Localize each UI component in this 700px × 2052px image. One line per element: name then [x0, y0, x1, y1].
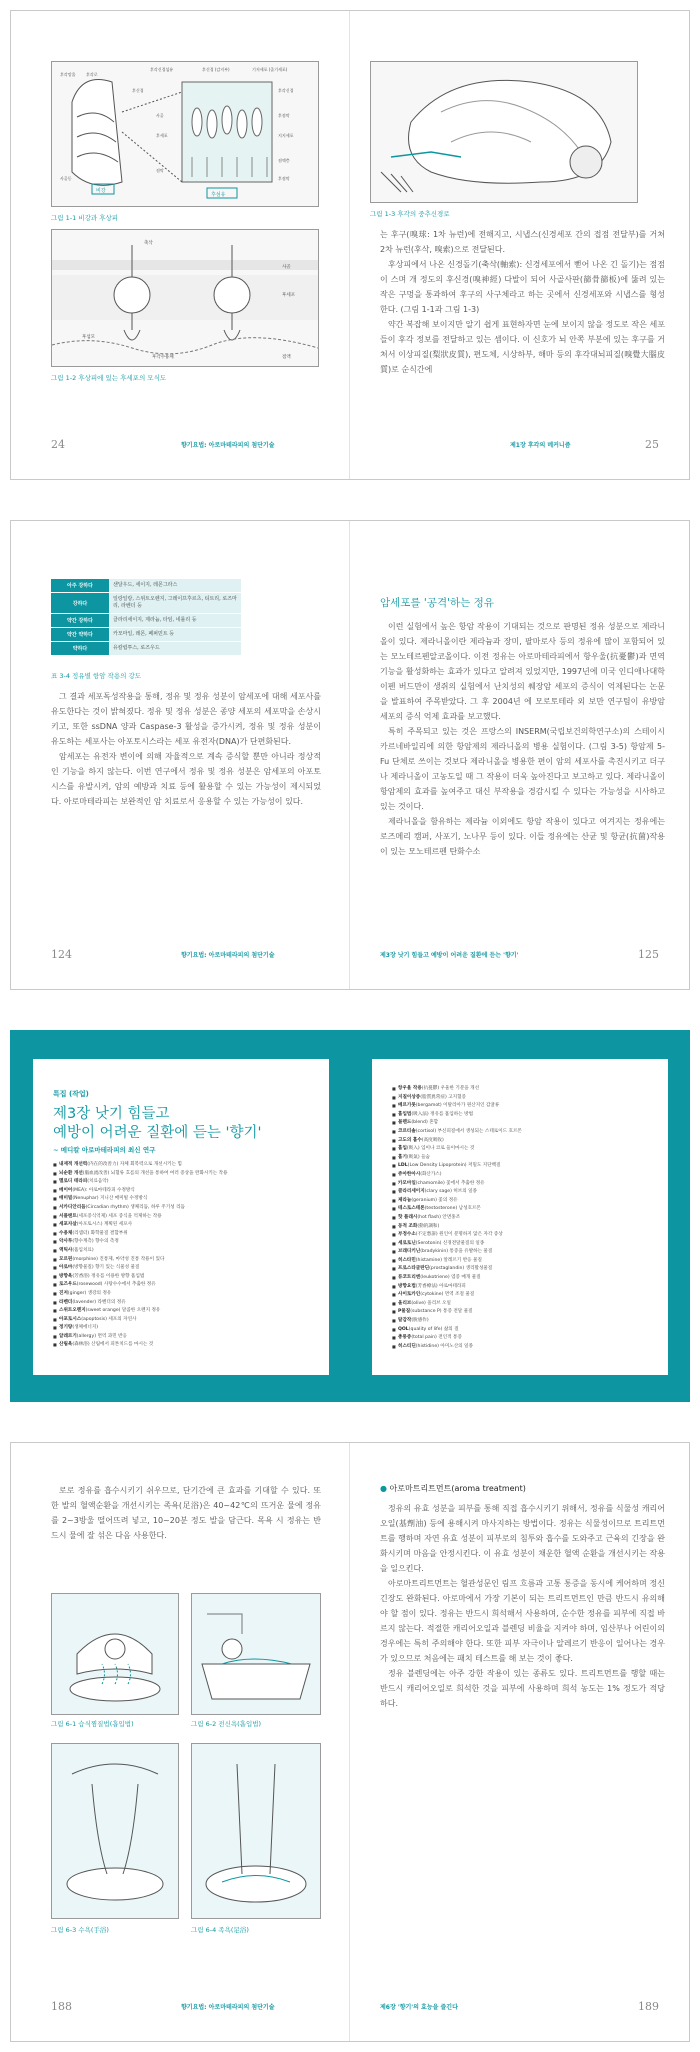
glossary-item — [392, 1343, 654, 1352]
body-text — [380, 1501, 665, 1711]
fig1-label: 기저세포 (줄기세포) — [252, 67, 288, 72]
paragraph: 암세포는 유전자 변이에 의해 자율적으로 계속 증식할 뿐만 아니라 정상적인 기능을 하지 않는다. 이번 연구에서 정유 및 정유 성분은 암세포의 아포토시스를 유발시켜, 암의 예방과 치료 등에 활용할 수 있는 가능성이 제시되었다. 아로마테라피는 보완적인 암 치료로서 응용할 수 있는 가능성이 있다. — [51, 752, 321, 806]
running-header — [181, 2002, 275, 2011]
glossary-term: 방향요법 — [398, 1283, 416, 1289]
glossary-item — [53, 1170, 315, 1179]
glossary-term: 테스토스테론 — [398, 1206, 425, 1212]
hand-bath-illustration — [52, 1744, 178, 1918]
fig1-label: 지지세포 — [278, 133, 294, 138]
glossary-term: 로즈우드 — [59, 1282, 77, 1288]
glossary-definition: (不定愁訴) 원인이 분명하지 않은 자각 증상 — [415, 1232, 503, 1238]
glossary-definition: (morphine) 진통제, 마약성 진통 작용이 있다 — [72, 1256, 165, 1262]
glossary-item — [392, 1128, 654, 1137]
paragraph: 는 후구(嗅球: 1차 뉴런)에 전해지고, 시냅스(신경세포 간의 접점 전달부)를 거쳐 2차 뉴런(후삭, 嗅索)으로 전달된다. — [380, 230, 665, 254]
paragraph: 아로마트리트먼트는 혈관성문인 림프 흐름과 고통 통증을 동시에 케어하며 정신 긴장도 완화된다. 아로마에서 가장 기본이 되는 트리트먼트인 만큼 반드시 유의해야 할 점이 있다. 정유는 반드시 희석해서 사용하며, 순수한 정유를 피부에 직접 바르지 않는다. 적절한 캐리어오일과 블렌딩 비율을 지켜야 하며, 임산부나 어린이의 경우에는 특히 주의해야 한다. 또한 피부 자극이나 알레르기 반응이 일어나는 경우가 있으므로 처음에는 패치 테스트를 해 보는 것이 좋다. — [380, 1579, 665, 1663]
body-text — [380, 619, 665, 859]
glossary-term: 카모마일 — [398, 1180, 416, 1186]
glossary-card — [372, 1059, 668, 1375]
glossary-term: 서플랜트 — [59, 1213, 77, 1219]
glossary-definition: (quality of life) 삶의 질 — [408, 1326, 459, 1332]
glossary-item — [392, 1188, 654, 1197]
glossary-item — [392, 1326, 654, 1335]
glossary-term: 아로마 — [59, 1265, 73, 1271]
paragraph: 이런 실험에서 높은 항암 작용이 기대되는 것으로 판명된 정유 성분으로 제라니올이 있다. 제라니올이란 제라늄과 장미, 팔마로사 등의 정유에 많이 포함되어 있는 모노테르펜알코올이다. 이전 정유는 아로마테라피에서 항우울(抗憂鬱)과 면역 기능을 활성화하는 효과가 있다고 알려져 있었지만, 1997년에 미국 인디애나대학 이펜 버드만이 생쥐의 실험에서 난치성의 췌장암 세포의 증식이 억제된다는 논문을 발표하여 주목받았다. 그 후 2004년 에 모로토테라 외 보만 연구팀이 유방암 세포의 증식 억제 효과를 보고했다. — [380, 622, 665, 721]
glossary-definition: (치료음악) — [87, 1179, 109, 1185]
page-25 — [350, 11, 689, 479]
steam-inhalation-illustration — [52, 1594, 178, 1714]
running-header-text: 향기요법: 아로마테라피의 첨단기술 — [181, 2004, 275, 2011]
glossary-definition: (MEA): 아로마테라피 수정방식 — [72, 1187, 135, 1193]
glossary-term: 핫 플래시 — [398, 1214, 418, 1220]
glossary-definition: (腦血流改善) 뇌혈류 흐름의 개선을 통하여 여러 증상을 완화시키는 작용 — [82, 1170, 228, 1176]
glossary-item — [392, 1283, 654, 1292]
fig1-label: 후각신경섬유 — [150, 67, 174, 72]
glossary-item — [392, 1248, 654, 1257]
fig1-label: 후신경 — [132, 88, 144, 93]
glossary-term: 부정수소 — [398, 1232, 416, 1238]
bullet-icon: ● — [380, 1484, 387, 1493]
fig1-label: 후각신경 — [278, 88, 294, 93]
glossary-definition: (ginger) 생강의 정유 — [67, 1290, 112, 1296]
glossary-definition: (芳香浴) 정유를 이용한 방향 흡입법 — [72, 1273, 145, 1279]
page-number: 189 — [638, 2000, 659, 2013]
glossary-item — [53, 1178, 315, 1187]
running-header — [181, 950, 275, 959]
glossary-term: QOL — [398, 1326, 409, 1332]
table-head-cell: 약간 강하다 — [51, 614, 109, 628]
fig2-label: 후각수용체 — [152, 355, 174, 360]
table-cell: 일랑일랑, 스위트오렌지, 그레이프후르츠, 티트리, 로즈마리, 라벤더 등 — [109, 593, 241, 614]
glossary-item — [392, 1197, 654, 1206]
running-header-text: 제6장 '향기'의 효능을 즐긴다 — [380, 2004, 458, 2011]
glossary-item — [392, 1111, 654, 1120]
glossary-term: 산림욕 — [59, 1342, 73, 1348]
glossary-definition: (chamomile) 꽃에서 추출한 정유 — [415, 1180, 485, 1186]
fig1-label: 점액층 — [278, 158, 290, 163]
page-number: 188 — [51, 2000, 72, 2013]
paragraph: 제라니올을 함유하는 제라늄 이외에도 항암 작용이 있다고 여겨지는 정유에는 로즈메리 캠퍼, 사포기, 노나무 등이 있다. 이들 정유에는 산균 및 항균(抗菌)작용이 있는 모노테르펜 탄화수소 — [380, 817, 665, 856]
glossary-item — [53, 1333, 315, 1342]
glossary-definition: (sweet orange) 달콤한 오렌지 정유 — [85, 1308, 161, 1314]
glossary-item — [392, 1085, 654, 1094]
glossary-definition: (lavender) 라벤더의 정유 — [72, 1299, 126, 1305]
glossary-list — [392, 1085, 654, 1351]
glossary-term: 메이어 — [59, 1187, 73, 1193]
glossary-item — [392, 1154, 654, 1163]
glossary-item — [53, 1230, 315, 1239]
glossary-definition: (histidine) 아미노산의 일종 — [415, 1343, 473, 1349]
glossary-term: 아포토시스 — [59, 1316, 82, 1322]
glossary-term: 뇌순환 개선 — [59, 1170, 83, 1176]
running-header — [181, 440, 275, 449]
illustration-full-bath — [191, 1593, 321, 1715]
page-124 — [11, 521, 350, 989]
glossary-term: 쥬아한아시 — [398, 1171, 421, 1177]
chapter-title-line: 제3장 낫기 힘들고 — [53, 1106, 170, 1122]
glossary-item — [392, 1171, 654, 1180]
paragraph: 후상피에서 나온 신경돌기(축삭(軸索): 신경세포에서 뻗어 나온 긴 돌기)는 점점이 스며 개 정도의 후신경(嗅神經) 다발이 되어 사골사판(篩骨篩板)에 뚫려 있는 작은 구멍을 통과하여 후구의 사구체라고 하는 곳에서 신경세포와 시냅스를 형성한다. (그림 1-1과 그림 1-3) — [380, 260, 665, 314]
glossary-item — [392, 1308, 654, 1317]
glossary-item — [392, 1240, 654, 1249]
glossary-term: 흡기 — [398, 1154, 407, 1160]
glossary-term: 세포자살 — [59, 1222, 77, 1228]
glossary-term: 흡입법 — [398, 1111, 412, 1117]
body-text — [380, 227, 665, 377]
glossary-item — [53, 1161, 315, 1170]
glossary-term: 진저 — [59, 1290, 68, 1296]
fig1-label: 후각망울 — [60, 72, 76, 77]
fig1-sublabel: 비강 — [96, 188, 106, 194]
chapter-subtitle: ~ 메디칼 아로마테라피의 최신 연구 — [53, 1146, 156, 1154]
glossary-term: 세로토닌 — [398, 1240, 416, 1246]
glossary-item — [392, 1145, 654, 1154]
illustration-caption: 그림 6-4 족욕(足浴) — [191, 1926, 249, 1934]
running-header-text: 제3장 낫기 힘들고 예방이 어려운 질환에 듣는 '향기' — [380, 952, 519, 959]
subsection-title — [380, 1483, 526, 1494]
glossary-term: 악사투 — [59, 1239, 73, 1245]
table-row — [51, 642, 241, 656]
glossary-definition: (抗憂鬱) 우울한 기분을 개선 — [421, 1086, 480, 1091]
glossary-term: LDL — [398, 1163, 408, 1169]
glossary-definition: (Circadian rhythm) 생체리듬, 하루 주기성 리듬 — [85, 1204, 185, 1210]
glossary-item — [53, 1307, 315, 1316]
glossary-term: 스위트오렌지 — [59, 1308, 86, 1314]
glossary-item — [53, 1187, 315, 1196]
glossary-term: 제라늄 — [398, 1197, 412, 1203]
glossary-term: 류코트리엔 — [398, 1275, 421, 1281]
figure-nasal-cavity — [51, 61, 319, 207]
glossary-definition: (blend) 혼합 — [411, 1120, 439, 1126]
foot-bath-illustration — [192, 1744, 320, 1918]
section-title: 암세포를 '공격'하는 정유 — [380, 597, 494, 609]
glossary-term: P물질 — [398, 1309, 411, 1315]
glossary-item — [392, 1274, 654, 1283]
running-header-text: 향기요법: 아로마테라피의 첨단기술 — [181, 442, 275, 449]
paragraph: 정유의 유효 성분을 피부를 통해 직접 흡수시키기 위해서, 정유를 식물성 캐리어오일(基劑油) 등에 용해시켜 마사지하는 방법이다. 정유는 식물성이므로 트리트먼트를 행하며 자연 유효 성분이 피부로의 침투와 흡수를 도와주고 근육의 긴장을 완화시키며 마음을 안정시킨다. 이 유효 성분이 채운한 혈액 순환을 개선시키는 작용을 일으킨다. — [380, 1504, 665, 1573]
glossary-term: 사이토카인 — [398, 1292, 421, 1298]
glossary-item — [392, 1291, 654, 1300]
figure-brain-pathway — [370, 61, 638, 203]
olfactory-cell-illustration — [52, 230, 318, 366]
paragraph: 그 결과 세포독성작용을 통해, 정유 및 정유 성분이 암세포에 대해 세포사를 유도한다는 것이 밝혀졌다. 정유 및 정유 성분은 종양 세포의 세포막을 손상시키고, 또한 ssDNA 양과 Caspase-3 활성을 증가시켜, 정유 및 정유 성분이 유도하는 세포사는 아포토시스라는 세포 유전자(DNA)가 단편화된다. — [51, 692, 321, 746]
glossary-term: 탈감작 — [398, 1318, 412, 1324]
spread-4 — [10, 1442, 690, 2042]
nasal-cavity-illustration — [52, 62, 318, 206]
table-row — [51, 628, 241, 642]
page-number: 125 — [638, 948, 659, 961]
table-head-cell: 약간 약하다 — [51, 628, 109, 642]
glossary-definition: (Nenuphar) 지니산 매미빌 수정방식 — [72, 1196, 148, 1202]
fig2-label: 후섬모 — [82, 335, 96, 340]
paragraph: 정유 블렌딩에는 아주 강한 작용이 있는 종류도 있다. 트리트먼트를 행할 때는 반드시 캐리어오일로 희석한 것을 피부에 사용하며 희석 농도는 1% 정도가 적당하다. — [380, 1669, 665, 1708]
table-cell: 샌달우드, 세이지, 레몬그라스 — [109, 579, 241, 593]
glossary-term: 프로스타글란딘 — [398, 1266, 430, 1272]
page-number: 124 — [51, 948, 72, 961]
glossary-item — [53, 1247, 315, 1256]
glossary-item — [53, 1264, 315, 1273]
figure-caption: 그림 1-2 후상피에 있는 후세포의 모식도 — [51, 374, 167, 382]
glossary-item — [53, 1341, 315, 1350]
glossary-definition: (geranium) 꽃의 정유 — [411, 1197, 458, 1203]
glossary-term: 동적 조화 — [398, 1223, 418, 1229]
page-188 — [11, 1443, 350, 2041]
figure-caption: 그림 1-3 후각의 중추신경로 — [370, 210, 450, 218]
table-cell: 카모마일, 레몬, 페퍼민트 등 — [109, 628, 241, 642]
glossary-item — [392, 1231, 654, 1240]
illustration-steam-inhalation — [51, 1593, 179, 1715]
glossary-list — [53, 1161, 315, 1350]
page-number: 24 — [51, 438, 65, 451]
glossary-definition: (testosterone) 남성호르몬 — [424, 1206, 481, 1212]
glossary-item — [392, 1223, 654, 1232]
page-glossary-right — [350, 1031, 689, 1401]
fig2-label: 점액 — [282, 355, 291, 360]
figure-olfactory-cell — [51, 229, 319, 367]
table-cell: 유칼립투스, 로즈우드 — [109, 642, 241, 656]
glossary-term: 방향욕 — [59, 1273, 73, 1279]
fig1-label: 후세포 — [156, 133, 168, 138]
glossary-item — [53, 1238, 315, 1247]
paragraph: 약간 복잡해 보이지만 알기 쉽게 표현하자면 눈에 보이지 않을 정도로 작은 세포들이 후각 정보를 전달하고 있는 셈이다. 이 신호가 뇌 안쪽 부분에 있는 후구를 거쳐서 이상피질(梨狀皮質), 편도체, 시상하부, 해마 등의 후각대뇌피질(嗅覺大腦皮質)로 순식간에 — [380, 320, 665, 374]
glossary-definition: (방향물질) 향기 있는 식물성 물질 — [72, 1265, 140, 1271]
running-header-text: 향기요법: 아로마테라피의 첨단기술 — [181, 952, 275, 959]
glossary-definition: (clary sage) 허브의 일종 — [424, 1189, 477, 1195]
table-head-cell: 강하다 — [51, 593, 109, 614]
glossary-term: 항우울 작용 — [398, 1086, 422, 1091]
fig1-label: 점막 — [156, 168, 164, 173]
glossary-definition: (森林浴) 산림에서 피톤치드를 마시는 것 — [72, 1342, 154, 1348]
glossary-definition: (rosewood) 사탕수수에서 추출한 정유 — [76, 1282, 156, 1288]
page-glossary-left — [11, 1031, 350, 1401]
glossary-term: 클라리세이지 — [398, 1189, 425, 1195]
body-text — [51, 689, 321, 809]
glossary-definition: (吸入) 입이나 코로 들이마시는 것 — [406, 1146, 475, 1152]
chapter-tag: 특집 (작업) — [53, 1090, 89, 1098]
glossary-term: 베르가못 — [398, 1103, 416, 1109]
glossary-item — [53, 1299, 315, 1308]
glossary-definition: (cortisol) 부신피질에서 생성되는 스테로이드 호르몬 — [415, 1128, 522, 1134]
glossary-definition: (吸氣) 들숨 — [406, 1154, 430, 1160]
chapter-title-line: 예방이 어려운 질환에 듣는 '향기' — [53, 1125, 262, 1141]
glossary-item — [392, 1119, 654, 1128]
brain-pathway-illustration — [371, 62, 637, 202]
illustration-foot-bath — [191, 1743, 321, 1919]
fig2-label: 사골 — [282, 265, 291, 270]
glossary-term: 총통증 — [398, 1335, 412, 1341]
glossary-definition: (cytokine) 면역 조절 물질 — [420, 1292, 475, 1298]
fig1-label: 사골 — [156, 113, 164, 118]
body-text — [51, 1483, 321, 1543]
glossary-definition: (内在的改善力) 자체 회복력으로 개선시키는 힘 — [87, 1162, 182, 1167]
fig1-label: 후각로 — [86, 72, 98, 77]
glossary-definition: (hot flash) 안면홍조 — [417, 1214, 461, 1220]
illustration-hand-bath — [51, 1743, 179, 1919]
table-caption: 표 3-4 정유별 항암 작용의 강도 — [51, 672, 142, 680]
glossary-definition: (高度吸收) — [421, 1137, 444, 1143]
glossary-definition: (bradykinin) 통증을 유발하는 물질 — [420, 1249, 493, 1255]
illustration-caption: 그림 6-2 전신욕(흡입법) — [191, 1720, 262, 1728]
illustration-caption: 그림 6-3 수욕(手浴) — [51, 1926, 109, 1934]
table-row — [51, 593, 241, 614]
glossary-definition: (substance P) 통증 전달 물질 — [410, 1309, 473, 1315]
fig2-label: 축삭 — [144, 241, 153, 246]
running-header — [510, 440, 571, 449]
spread-3 — [10, 1030, 690, 1402]
glossary-term: 흡입 — [398, 1146, 407, 1152]
glossary-definition: (화산가스) — [420, 1171, 442, 1177]
table-cell: 클라리세이지, 제라늄, 타임, 네롤리 등 — [109, 614, 241, 628]
illustration-caption: 그림 6-1 습식찜질법(흡입법) — [51, 1720, 134, 1728]
running-header — [380, 950, 518, 959]
glossary-definition: (bergamot) 이탈리아가 원산지인 감귤류 — [415, 1103, 500, 1109]
glossary-term: 지질이상증 — [398, 1094, 421, 1100]
glossary-definition: (향수계측) 향수의 측정 — [72, 1239, 119, 1245]
fig1-sublabel: 후섬유 — [211, 192, 226, 198]
glossary-item — [392, 1214, 654, 1223]
glossary-item — [392, 1180, 654, 1189]
glossary-definition: (Serotonin) 신경전달물질의 일종 — [415, 1240, 485, 1246]
glossary-item — [392, 1265, 654, 1274]
glossary-term: 수용체 — [59, 1230, 73, 1236]
glossary-term: 멜로디 테라피 — [59, 1179, 88, 1185]
glossary-definition: (histamine) 알레르기 반응 물질 — [415, 1257, 482, 1263]
spread-2 — [10, 520, 690, 990]
glossary-term: 알레르기 — [59, 1333, 77, 1339]
glossary-item — [392, 1334, 654, 1343]
glossary-item — [53, 1195, 315, 1204]
full-bath-illustration — [192, 1594, 320, 1714]
glossary-term: 내재적 개선력 — [59, 1162, 88, 1167]
paragraph: 특히 주목되고 있는 것은 프랑스의 INSERM(국립보건의학연구소)의 스테이시 카르네바일리에 의한 항암제의 제라니올의 병용 실험이다. (그림 3-5) 항암제 5-Fu 단체로 쓰이는 것보다 제라니올을 병용한 편이 암의 세포사를 촉진시키고 더구나 제라니올이 고농도일 때 그 작용이 더욱 높아진다고 보고하고 있다. 제라니올이 항암제의 효과를 높여주고 대신 부작용을 경감시킬 수 있다는 가능성을 시사하고 있는 것이다. — [380, 727, 665, 811]
chapter-title — [53, 1105, 313, 1143]
glossary-item — [392, 1317, 654, 1326]
glossary-item — [53, 1213, 315, 1222]
glossary-definition: (allergy) 면역 과민 반응 — [76, 1333, 127, 1339]
glossary-definition: (olive) 올리브 오일 — [411, 1300, 451, 1306]
glossary-definition: (脂質異常症) 고지혈증 — [420, 1094, 466, 1100]
glossary-definition: (Low Density Lipoprotein) 저밀도 지단백질 — [407, 1163, 501, 1169]
spread-1 — [10, 10, 690, 480]
glossary-definition: (total pain) 전인적 통증 — [411, 1335, 462, 1341]
glossary-item — [53, 1316, 315, 1325]
glossary-term: 히스티딘 — [398, 1343, 416, 1349]
table-head-cell: 약하다 — [51, 642, 109, 656]
glossary-definition: (아포토시스) 계획된 세포사 — [76, 1222, 133, 1228]
fig2-label: 후세포 — [282, 293, 296, 298]
page-number: 25 — [645, 438, 659, 451]
fig1-label: 사골동 — [60, 176, 72, 181]
glossary-item — [53, 1221, 315, 1230]
running-header — [380, 2002, 458, 2011]
glossary-item — [392, 1162, 654, 1171]
paragraph: 로로 정유를 흡수시키기 쉬우므로, 단기간에 큰 효과를 기대할 수 있다. 또한 발의 혈액순환을 개선시키는 족욕(足浴)은 40~42℃의 뜨거운 물에 정유를 2~3방울 떨어뜨려 넣고, 10~20분 정도 발을 담근다. 목욕 시 정유는 반드시 물에 잘 섞은 다음 사용한다. — [51, 1486, 321, 1540]
glossary-term: 코르티솔 — [398, 1128, 416, 1134]
glossary-term: 고도의 흡수 — [398, 1137, 422, 1143]
table-head-cell: 아주 강하다 — [51, 579, 109, 593]
glossary-definition: (세포증식억제) 세포 증식을 억제하는 작용 — [76, 1213, 162, 1219]
page-125 — [350, 521, 689, 989]
glossary-item — [53, 1281, 315, 1290]
page-24 — [11, 11, 350, 479]
glossary-item — [392, 1137, 654, 1146]
glossary-item — [53, 1273, 315, 1282]
glossary-card — [33, 1059, 329, 1375]
glossary-item — [392, 1102, 654, 1111]
glossary-definition: (prostaglandin) 생리활성물질 — [429, 1266, 493, 1272]
subsection-title-text: 아로마트리트먼트(aroma treatment) — [389, 1484, 526, 1493]
glossary-definition: (흡입치료) — [72, 1247, 94, 1253]
glossary-item — [392, 1205, 654, 1214]
table-row — [51, 614, 241, 628]
glossary-definition: (apoptosis) 세포의 자연사 — [81, 1316, 137, 1322]
glossary-item — [53, 1324, 315, 1333]
glossary-term: 라벤더 — [59, 1299, 73, 1305]
glossary-definition: (動的調和) — [417, 1223, 440, 1229]
glossary-item — [53, 1256, 315, 1265]
glossary-term: 블렌드 — [398, 1120, 412, 1126]
glossary-item — [53, 1204, 315, 1213]
glossary-term: 서카디안리듬 — [59, 1204, 86, 1210]
glossary-definition: (leukotriene) 염증 매개 물질 — [420, 1275, 481, 1281]
glossary-definition: (생체에너지) — [72, 1325, 99, 1331]
glossary-definition: (吸入法) 정유를 흡입하는 방법 — [411, 1111, 474, 1117]
fig1-label: 후점막 — [278, 113, 290, 118]
glossary-item — [392, 1094, 654, 1103]
fig1-label: 후신경 (감지부) — [202, 67, 230, 72]
glossary-definition: (脫感作) — [411, 1318, 429, 1324]
glossary-term: 정기량 — [59, 1325, 73, 1331]
glossary-item — [53, 1290, 315, 1299]
page-189 — [350, 1443, 689, 2041]
table-row — [51, 579, 241, 593]
glossary-term: 올리브 — [398, 1300, 412, 1306]
glossary-item — [392, 1257, 654, 1266]
glossary-definition: (리셉터) 화학물질 결합부위 — [72, 1230, 128, 1236]
glossary-definition: (芳香療法) 아로마테라피 — [415, 1283, 466, 1289]
glossary-term: 브래디키닌 — [398, 1249, 421, 1255]
running-header-text: 제1장 후각의 메커니즘 — [510, 442, 571, 449]
glossary-term: 히스타민 — [398, 1257, 416, 1263]
glossary-term: 액틱사 — [59, 1247, 73, 1253]
fig1-label: 후점막 — [278, 176, 290, 181]
essential-oil-table — [51, 579, 241, 656]
figure-caption: 그림 1-1 비강과 후상피 — [51, 214, 119, 222]
glossary-item — [392, 1300, 654, 1309]
glossary-term: 모르핀 — [59, 1256, 73, 1262]
glossary-term: 매미빌 — [59, 1196, 73, 1202]
